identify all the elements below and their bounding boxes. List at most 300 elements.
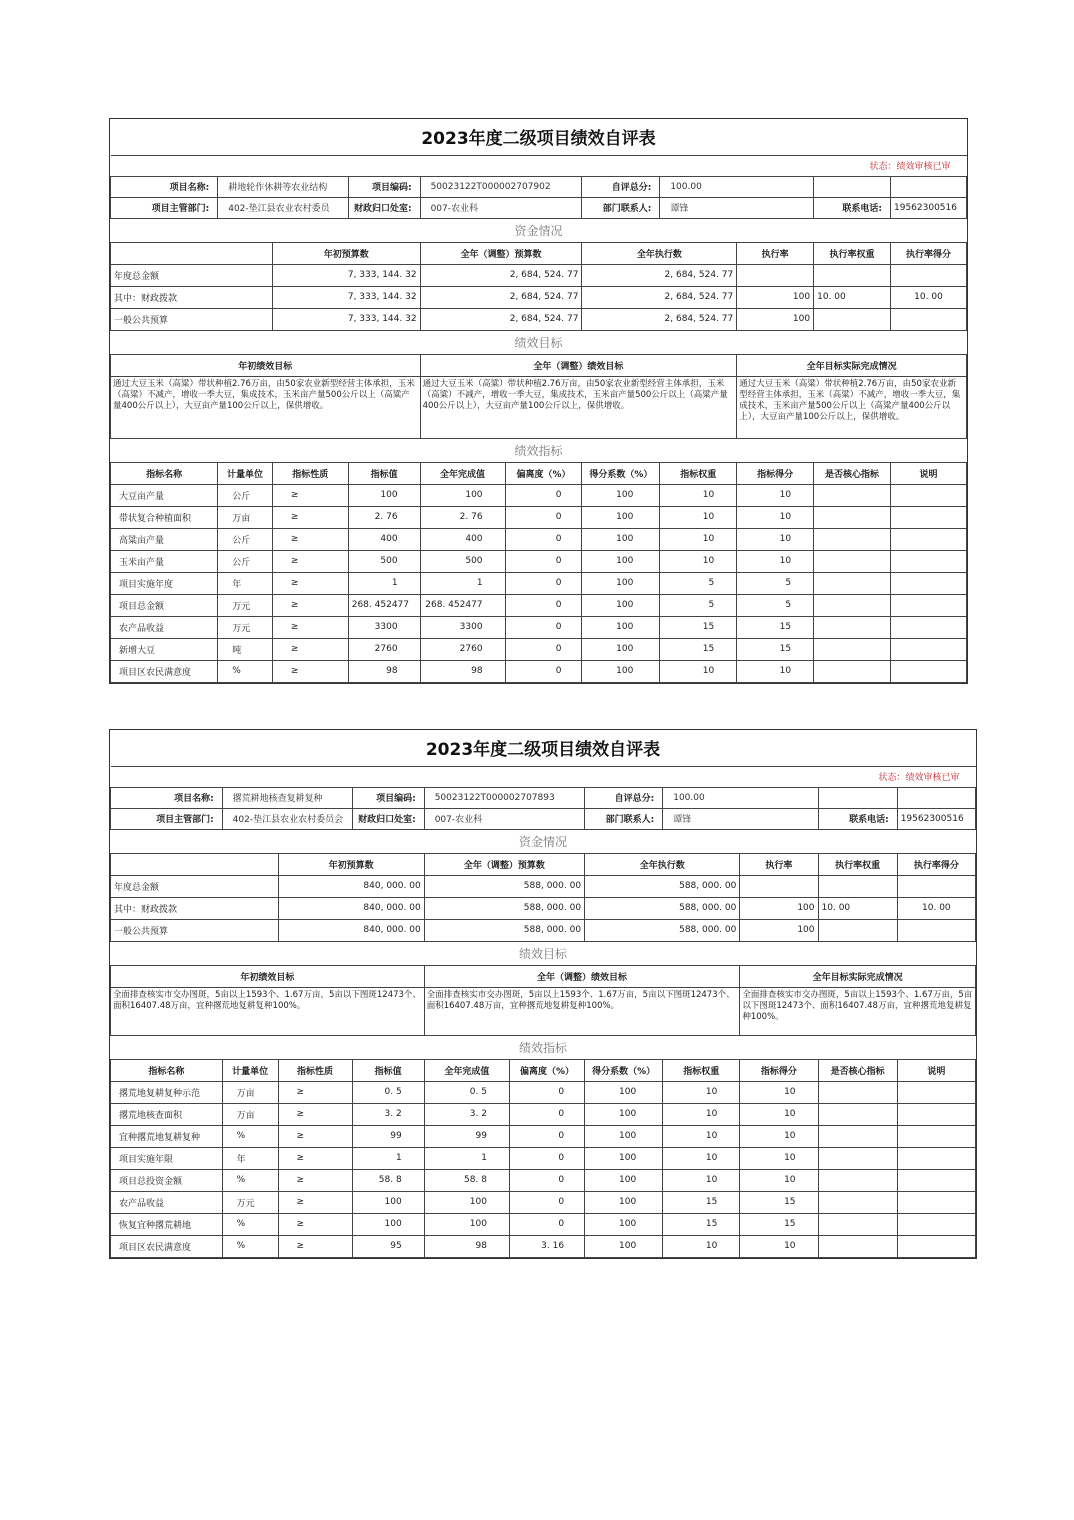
self-evaluation-form-1 — [109, 118, 968, 684]
self-evaluation-form-2 — [109, 729, 977, 1259]
indicator-value: 1 — [348, 572, 420, 594]
indicator-value: 10 — [737, 506, 814, 528]
indicator-row — [111, 1147, 976, 1169]
funds-row-label: 其中：财政拨款 — [111, 286, 273, 308]
indicator-value: 15 — [660, 638, 737, 660]
self-score-label: 自评总分: — [582, 176, 660, 197]
indicator-value: 100 — [420, 484, 505, 506]
indicator-value — [891, 594, 967, 616]
indicator-value — [814, 660, 891, 682]
contact-value: 谭锋 — [660, 197, 814, 218]
form-title: 2023年度二级项目绩效自评表 — [111, 119, 967, 155]
indicator-value: 10 — [660, 550, 737, 572]
indicator-name: 撂荒地核查面积 — [111, 1103, 223, 1125]
funds-value — [891, 308, 967, 330]
indicator-value: 10 — [663, 1125, 740, 1147]
indicator-value: 2. 76 — [420, 506, 505, 528]
funds-value: 588, 000. 00 — [585, 919, 740, 941]
funds-value: 100 — [737, 286, 814, 308]
funds-value: 588, 000. 00 — [585, 875, 740, 897]
indicator-row — [111, 484, 967, 506]
indicator-value: 公斤 — [218, 550, 273, 572]
indicator-value — [818, 1213, 897, 1235]
indicator-value: 10 — [663, 1147, 740, 1169]
indicator-value — [814, 594, 891, 616]
indicator-value: 100 — [348, 484, 420, 506]
indicator-header-cell: 指标得分 — [737, 462, 814, 484]
indicator-value: 0 — [509, 1191, 584, 1213]
indicator-name: 新增大豆 — [111, 638, 218, 660]
phone-value: 19562300516 — [897, 808, 975, 829]
indicator-value — [814, 484, 891, 506]
indicator-value: 3300 — [348, 616, 420, 638]
funds-row — [111, 264, 967, 286]
indicator-value: 0 — [505, 484, 582, 506]
funds-value: 588, 000. 00 — [585, 897, 740, 919]
indicator-value: 99 — [424, 1125, 509, 1147]
funds-value: 2, 684, 524. 77 — [582, 308, 737, 330]
funds-row-label: 其中：财政拨款 — [111, 897, 279, 919]
indicator-value — [814, 638, 891, 660]
indicator-value: 15 — [663, 1213, 740, 1235]
indicator-value: 0 — [505, 660, 582, 682]
indicator-value: 10 — [740, 1103, 818, 1125]
indicator-header-cell: 指标值 — [352, 1059, 424, 1081]
indicator-value — [891, 638, 967, 660]
indicator-value: 268. 452477 — [348, 594, 420, 616]
indicator-name: 带状复合种植面积 — [111, 506, 218, 528]
indicator-header-cell: 偏离度（%） — [505, 462, 582, 484]
indicator-value: ≥ — [272, 550, 348, 572]
status-row — [111, 766, 976, 787]
goals-row — [111, 376, 967, 438]
indicator-value: 100 — [585, 1081, 663, 1103]
indicator-value — [897, 1235, 975, 1257]
indicator-value: 10 — [740, 1169, 818, 1191]
indicator-value: 100 — [585, 1235, 663, 1257]
indicator-name: 农产品收益 — [111, 616, 218, 638]
dept-label: 项目主管部门: — [111, 808, 223, 829]
indicator-name: 项目实施年度 — [111, 572, 218, 594]
indicator-header-cell: 得分系数（%） — [582, 462, 660, 484]
indicator-value: 10 — [663, 1235, 740, 1257]
goal-text: 通过大豆玉米（高粱）带状种植2.76万亩，由50家农业新型经营主体承担，玉米（高粱）不减产，增收一季大豆，集成技术，玉米亩产量500公斤以上（高粱产量400公斤以上），大豆亩产量100公斤以上，保供增收。 — [737, 376, 967, 438]
indicator-value — [818, 1125, 897, 1147]
phone-label: 联系电话: — [818, 808, 897, 829]
indicator-value: 400 — [348, 528, 420, 550]
funds-header-cell: 执行率得分 — [897, 853, 975, 875]
goals-header-cell: 全年目标实际完成情况 — [737, 354, 967, 376]
indicator-value: 98 — [420, 660, 505, 682]
indicator-value: 0. 5 — [424, 1081, 509, 1103]
indicator-header-cell: 指标权重 — [660, 462, 737, 484]
indicator-value: % — [222, 1235, 278, 1257]
indicator-header-cell: 全年完成值 — [420, 462, 505, 484]
indicator-value: 100 — [585, 1191, 663, 1213]
indicator-value — [897, 1213, 975, 1235]
indicator-value: 3. 16 — [509, 1235, 584, 1257]
goal-text: 全面排查核实市交办图斑，5亩以上1593个、1.67万亩，5亩以下图斑12473个、面积16407.48万亩，宜种撂荒地复耕复种100%。 — [424, 987, 740, 1035]
indicator-value: 1 — [420, 572, 505, 594]
indicator-row — [111, 1213, 976, 1235]
indicator-value — [891, 506, 967, 528]
funds-value: 588, 000. 00 — [424, 897, 584, 919]
indicator-value: 58. 8 — [424, 1169, 509, 1191]
funds-value — [897, 875, 975, 897]
indicator-value: 万亩 — [222, 1081, 278, 1103]
status-badge: 状态：绩效审核已审 — [111, 766, 976, 787]
self-score-label: 自评总分: — [585, 787, 663, 808]
funds-section-heading: 资金情况 — [111, 829, 976, 853]
funds-header-cell: 执行率 — [740, 853, 818, 875]
indicator-value — [814, 550, 891, 572]
funds-value: 100 — [740, 919, 818, 941]
indicator-row — [111, 638, 967, 660]
indicator-value: 3. 2 — [424, 1103, 509, 1125]
indicator-value: 100 — [585, 1169, 663, 1191]
indicator-value: 0 — [505, 572, 582, 594]
indicator-row — [111, 616, 967, 638]
indicator-value — [818, 1147, 897, 1169]
funds-value: 2, 684, 524. 77 — [420, 264, 582, 286]
empty-cell — [814, 176, 891, 197]
indicator-value: 公斤 — [218, 484, 273, 506]
phone-value: 19562300516 — [891, 197, 967, 218]
project-name-label: 项目名称: — [111, 176, 218, 197]
indicator-row — [111, 1169, 976, 1191]
goal-text: 通过大豆玉米（高粱）带状种植2.76万亩，由50家农业新型经营主体承担，玉米（高粱）不减产，增收一季大豆，集成技术，玉米亩产量500公斤以上（高粱产量400公斤以上），大豆亩产量100公斤以上，保供增收。 — [420, 376, 737, 438]
indicator-header-cell: 得分系数（%） — [585, 1059, 663, 1081]
form-title: 2023年度二级项目绩效自评表 — [111, 730, 976, 766]
phone-label: 联系电话: — [814, 197, 891, 218]
indicator-value: 100 — [582, 572, 660, 594]
indicator-value — [818, 1169, 897, 1191]
indicator-value: 400 — [420, 528, 505, 550]
indicator-value: 0 — [509, 1125, 584, 1147]
funds-header-cell: 全年（调整）预算数 — [424, 853, 584, 875]
funds-value: 100 — [737, 308, 814, 330]
indicator-header-cell: 指标值 — [348, 462, 420, 484]
funds-header-row — [111, 242, 967, 264]
indicator-value: 100 — [585, 1125, 663, 1147]
funds-value: 10. 00 — [818, 897, 897, 919]
indicator-value: 5 — [660, 572, 737, 594]
contact-value: 谭锋 — [663, 808, 818, 829]
indicator-name: 玉米亩产量 — [111, 550, 218, 572]
info-row-2 — [111, 808, 976, 829]
indicator-value: 0 — [505, 616, 582, 638]
indicator-value: 98 — [348, 660, 420, 682]
funds-row — [111, 897, 976, 919]
info-row-2 — [111, 197, 967, 218]
indicator-value: 0 — [505, 638, 582, 660]
indicator-value: 1 — [352, 1147, 424, 1169]
indicator-value: 15 — [737, 638, 814, 660]
funds-value: 2, 684, 524. 77 — [420, 308, 582, 330]
goal-text: 全面排查核实市交办图斑，5亩以上1593个、1.67万亩，5亩以下图斑12473个、面积16407.48万亩，宜种撂荒地复耕复种100%。 — [740, 987, 976, 1035]
indicator-value: 100 — [582, 550, 660, 572]
indicator-value: 10 — [737, 528, 814, 550]
funds-row-label: 一般公共预算 — [111, 308, 273, 330]
indicator-value: 0 — [505, 550, 582, 572]
funds-row-label: 一般公共预算 — [111, 919, 279, 941]
indicator-value — [891, 616, 967, 638]
indicator-row — [111, 506, 967, 528]
indicator-header-cell: 是否核心指标 — [814, 462, 891, 484]
funds-value — [814, 264, 891, 286]
indicator-header-cell: 计量单位 — [218, 462, 273, 484]
funds-value: 10. 00 — [891, 286, 967, 308]
empty-cell — [818, 787, 897, 808]
funds-row — [111, 875, 976, 897]
contact-label: 部门联系人: — [585, 808, 663, 829]
indicator-value — [897, 1169, 975, 1191]
indicator-value: ≥ — [272, 616, 348, 638]
indicator-value: 0 — [509, 1103, 584, 1125]
funds-value — [740, 875, 818, 897]
funds-header-cell: 全年执行数 — [585, 853, 740, 875]
indicator-value: 98 — [424, 1235, 509, 1257]
indicator-name: 撂荒地复耕复种示范 — [111, 1081, 223, 1103]
indicator-value — [897, 1147, 975, 1169]
funds-value: 7, 333, 144. 32 — [272, 286, 420, 308]
funds-value: 10. 00 — [814, 286, 891, 308]
indicator-value — [891, 660, 967, 682]
funds-row — [111, 308, 967, 330]
indicator-value: 100 — [582, 660, 660, 682]
funds-value: 10. 00 — [897, 897, 975, 919]
empty-cell — [897, 787, 975, 808]
indicator-row — [111, 1191, 976, 1213]
funds-section-row — [111, 829, 976, 853]
indicator-value: % — [222, 1213, 278, 1235]
project-name-label: 项目名称: — [111, 787, 223, 808]
indicator-value — [897, 1125, 975, 1147]
goals-header-cell: 全年目标实际完成情况 — [740, 965, 976, 987]
indicator-value: 5 — [737, 594, 814, 616]
indicator-value: 10 — [663, 1103, 740, 1125]
indicator-name: 高粱亩产量 — [111, 528, 218, 550]
finance-office-label: 财政归口处室: — [352, 808, 424, 829]
indicator-value: 10 — [740, 1125, 818, 1147]
funds-header-cell: 执行率权重 — [814, 242, 891, 264]
project-code-value: 50023122T000002707893 — [424, 787, 584, 808]
indicator-value: 100 — [582, 484, 660, 506]
indicator-value: 5 — [660, 594, 737, 616]
indicator-value: 100 — [352, 1191, 424, 1213]
info-row-1 — [111, 176, 967, 197]
info-row-1 — [111, 787, 976, 808]
indicator-value: ≥ — [278, 1169, 352, 1191]
indicator-row — [111, 594, 967, 616]
indicator-value: 100 — [582, 638, 660, 660]
indicator-value: 100 — [582, 528, 660, 550]
funds-value — [818, 919, 897, 941]
indicator-row — [111, 660, 967, 682]
indicator-value: 5 — [737, 572, 814, 594]
indicator-value: 0 — [509, 1081, 584, 1103]
indicator-value: 0 — [505, 506, 582, 528]
goals-row — [111, 987, 976, 1035]
indicator-header-cell: 指标性质 — [278, 1059, 352, 1081]
indicator-value: 2760 — [348, 638, 420, 660]
indicator-value: 100 — [582, 594, 660, 616]
indicator-name: 农产品收益 — [111, 1191, 223, 1213]
indicator-value: 100 — [352, 1213, 424, 1235]
funds-header-cell: 全年执行数 — [582, 242, 737, 264]
indicator-value: 万元 — [218, 594, 273, 616]
funds-header-cell: 全年（调整）预算数 — [420, 242, 582, 264]
indicator-row — [111, 1235, 976, 1257]
indicator-value: 10 — [740, 1081, 818, 1103]
indicator-value: 500 — [420, 550, 505, 572]
indicators-header-row — [111, 1059, 976, 1081]
empty-cell — [891, 176, 967, 197]
funds-row — [111, 919, 976, 941]
goals-header-row — [111, 354, 967, 376]
indicator-name: 恢复宜种撂荒耕地 — [111, 1213, 223, 1235]
indicator-header-cell: 计量单位 — [222, 1059, 278, 1081]
dept-value: 402-垫江县农业农村委员 — [218, 197, 349, 218]
indicator-value: ≥ — [272, 660, 348, 682]
indicator-name: 项目区农民满意度 — [111, 1235, 223, 1257]
indicator-name: 宜种撂荒地复耕复种 — [111, 1125, 223, 1147]
funds-value: 2, 684, 524. 77 — [582, 286, 737, 308]
indicator-value: 万元 — [222, 1191, 278, 1213]
indicators-section-row — [111, 438, 967, 462]
funds-value: 840, 000. 00 — [278, 897, 424, 919]
project-code-label: 项目编码: — [348, 176, 420, 197]
indicator-value — [891, 572, 967, 594]
indicator-value — [891, 550, 967, 572]
indicator-value: 268. 452477 — [420, 594, 505, 616]
goals-header-cell: 年初绩效目标 — [111, 354, 421, 376]
indicator-value — [897, 1103, 975, 1125]
funds-value — [737, 264, 814, 286]
indicator-value: 15 — [660, 616, 737, 638]
funds-header-cell: 年初预算数 — [278, 853, 424, 875]
indicator-value: 0 — [509, 1213, 584, 1235]
indicator-value: 10 — [660, 528, 737, 550]
indicator-value — [897, 1191, 975, 1213]
funds-value: 840, 000. 00 — [278, 875, 424, 897]
indicator-value: 100 — [424, 1191, 509, 1213]
indicator-row — [111, 1125, 976, 1147]
funds-header-cell: 执行率得分 — [891, 242, 967, 264]
indicator-value: 10 — [737, 660, 814, 682]
indicator-value: 99 — [352, 1125, 424, 1147]
funds-section-heading: 资金情况 — [111, 218, 967, 242]
funds-header-cell — [111, 853, 279, 875]
funds-value — [814, 308, 891, 330]
indicator-value: ≥ — [278, 1147, 352, 1169]
indicator-value: 10 — [663, 1169, 740, 1191]
indicator-value: 10 — [737, 484, 814, 506]
indicator-header-cell: 指标名称 — [111, 462, 218, 484]
indicator-value: ≥ — [278, 1103, 352, 1125]
indicator-value: ≥ — [272, 484, 348, 506]
indicator-value: 0 — [505, 594, 582, 616]
indicator-value: 10 — [737, 550, 814, 572]
goals-section-row — [111, 941, 976, 965]
indicator-value: 10 — [740, 1235, 818, 1257]
indicator-value: ≥ — [278, 1191, 352, 1213]
indicator-value: 100 — [582, 616, 660, 638]
funds-value: 7, 333, 144. 32 — [272, 308, 420, 330]
indicator-value: 3300 — [420, 616, 505, 638]
dept-value: 402-垫江县农业农村委员会 — [222, 808, 352, 829]
indicator-value: 100 — [424, 1213, 509, 1235]
indicator-header-cell: 指标得分 — [740, 1059, 818, 1081]
finance-office-value: 007-农业科 — [424, 808, 584, 829]
funds-header-cell: 执行率 — [737, 242, 814, 264]
indicator-value: 100 — [585, 1103, 663, 1125]
indicator-row — [111, 1081, 976, 1103]
funds-header-cell: 执行率权重 — [818, 853, 897, 875]
indicator-header-cell: 指标名称 — [111, 1059, 223, 1081]
goals-section-heading: 绩效目标 — [111, 941, 976, 965]
funds-row — [111, 286, 967, 308]
indicators-section-heading: 绩效指标 — [111, 1035, 976, 1059]
finance-office-value: 007-农业科 — [420, 197, 582, 218]
funds-value: 588, 000. 00 — [424, 919, 584, 941]
indicator-value: 100 — [585, 1147, 663, 1169]
indicator-value: 公斤 — [218, 528, 273, 550]
goal-text: 全面排查核实市交办图斑，5亩以上1593个、1.67万亩，5亩以下图斑12473个、面积16407.48万亩，宜种撂荒地复耕复种100%。 — [111, 987, 425, 1035]
indicator-value: 3. 2 — [352, 1103, 424, 1125]
form-title-row — [111, 119, 967, 155]
indicators-section-heading: 绩效指标 — [111, 438, 967, 462]
indicator-value: ≥ — [278, 1213, 352, 1235]
indicator-value — [891, 484, 967, 506]
indicator-header-cell: 是否核心指标 — [818, 1059, 897, 1081]
indicator-value — [814, 528, 891, 550]
indicator-name: 项目实施年限 — [111, 1147, 223, 1169]
indicators-section-row — [111, 1035, 976, 1059]
indicator-name: 项目区农民满意度 — [111, 660, 218, 682]
indicator-value: 10 — [660, 506, 737, 528]
indicator-header-cell: 全年完成值 — [424, 1059, 509, 1081]
status-row — [111, 155, 967, 176]
indicator-value — [818, 1081, 897, 1103]
indicator-value: 万亩 — [222, 1103, 278, 1125]
indicator-value: 500 — [348, 550, 420, 572]
finance-office-label: 财政归口处室: — [348, 197, 420, 218]
indicator-value: ≥ — [272, 638, 348, 660]
funds-value: 100 — [740, 897, 818, 919]
status-badge: 状态：绩效审核已审 — [111, 155, 967, 176]
indicator-value — [814, 616, 891, 638]
project-code-label: 项目编码: — [352, 787, 424, 808]
goal-text: 通过大豆玉米（高粱）带状种植2.76万亩，由50家农业新型经营主体承担，玉米（高粱）不减产，增收一季大豆，集成技术，玉米亩产量500公斤以上（高粱产量400公斤以上），大豆亩产量100公斤以上，保供增收。 — [111, 376, 421, 438]
indicator-value: 15 — [663, 1191, 740, 1213]
indicator-value: 15 — [740, 1213, 818, 1235]
goals-header-cell: 年初绩效目标 — [111, 965, 425, 987]
indicator-row — [111, 572, 967, 594]
goals-header-cell: 全年（调整）绩效目标 — [420, 354, 737, 376]
funds-value — [818, 875, 897, 897]
indicator-name: 大豆亩产量 — [111, 484, 218, 506]
project-name-value: 撂荒耕地核查复耕复种 — [222, 787, 352, 808]
indicator-value: 1 — [424, 1147, 509, 1169]
indicator-value: 0 — [505, 528, 582, 550]
indicator-value: 10 — [660, 660, 737, 682]
funds-row-label: 年度总金额 — [111, 875, 279, 897]
indicator-value: 0 — [509, 1147, 584, 1169]
indicator-name: 项目总金额 — [111, 594, 218, 616]
indicator-header-cell: 指标权重 — [663, 1059, 740, 1081]
indicator-value: 年 — [222, 1147, 278, 1169]
